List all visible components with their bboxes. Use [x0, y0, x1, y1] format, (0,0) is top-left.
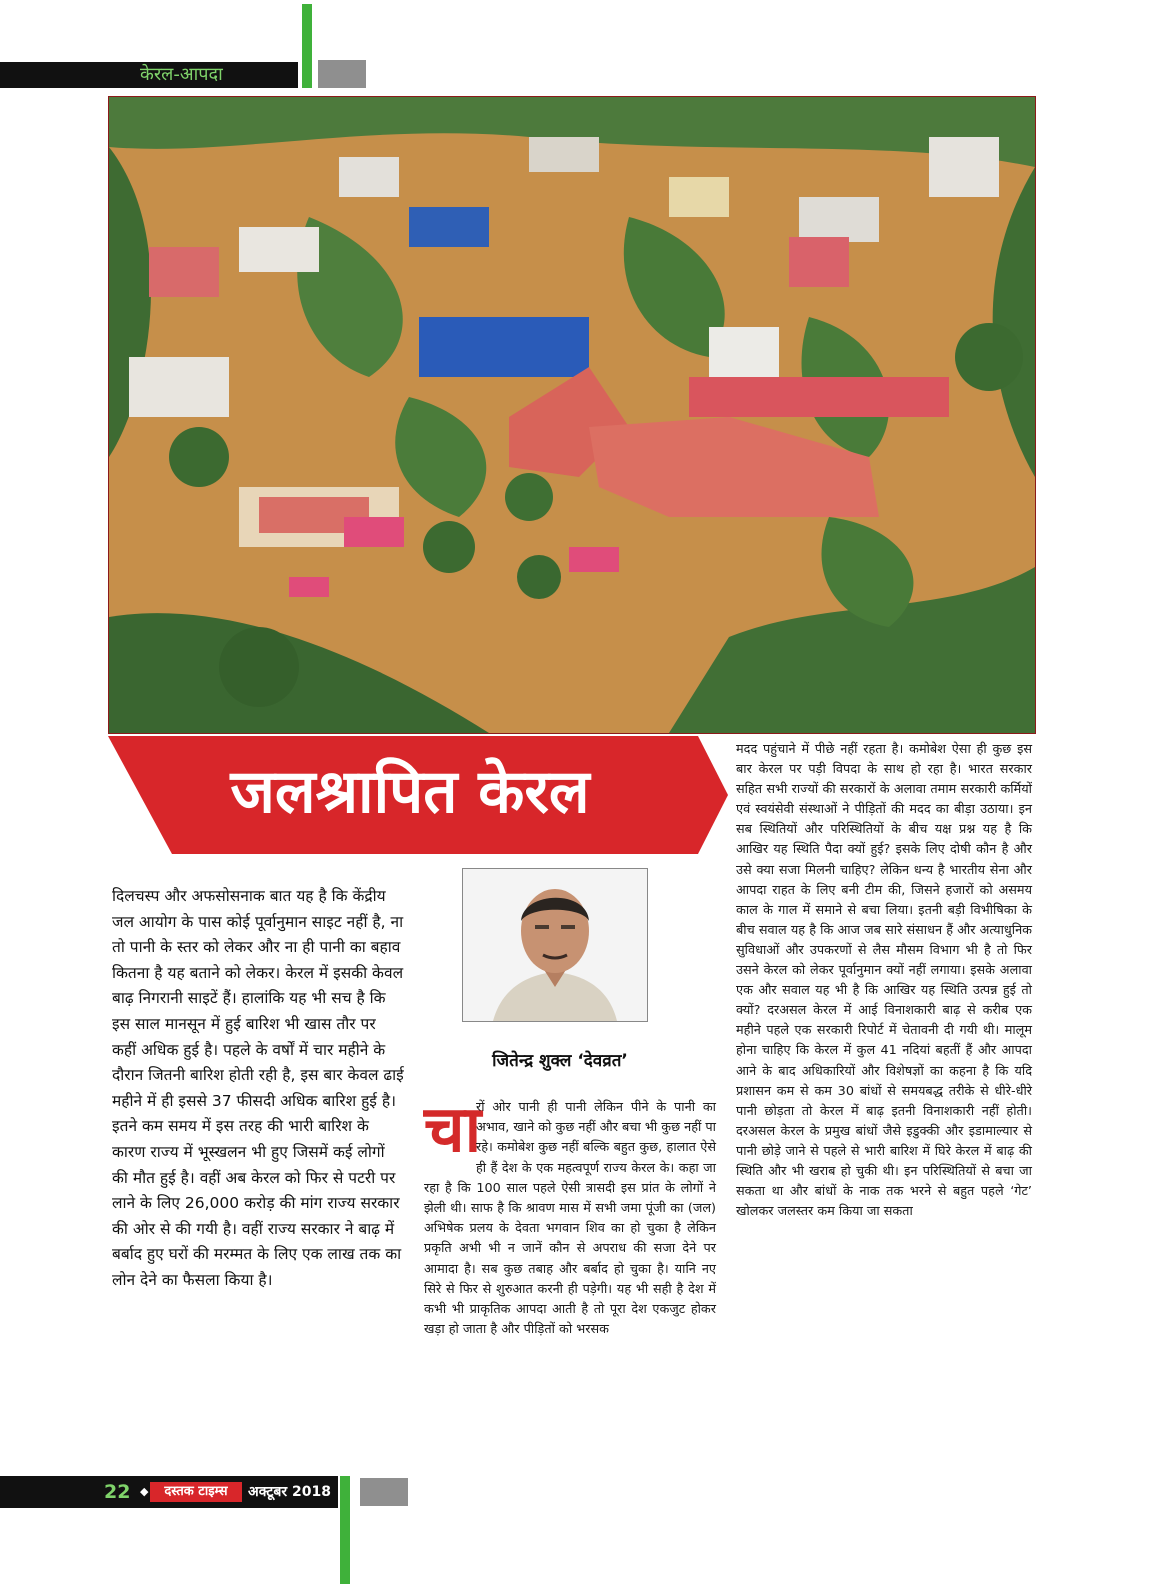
article-title: जलश्रापित केरल [230, 757, 590, 827]
lead-paragraph: दिलचस्प और अफसोसनाक बात यह है कि केंद्रीय जल आयोग के पास कोई पूर्वानुमान साइट नहीं है, ना तो पानी के स्तर को लेकर और ना ही पानी का बहाव कितना है यह बताने को लेकर। केरल में इसकी केवल बाढ़ निगरानी साइटें हैं। हालांकि यह भी सच है कि इस साल मानसून में हुई बारिश भी खास तौर पर कहीं अधिक हुई है। पहले के वर्षों में चार महीने के दौरान जितनी बारिश होती रही है, इस बार केवल ढाई महीने में ही इससे 37 फीसदी अधिक बारिश हुई है। इतने कम समय में इस तरह की भारी बारिश के कारण राज्य में भूस्खलन भी हुए जिसमें कई लोगों की मौत हुई है। वहीं अब केरल को फिर से पटरी पर लाने के लिए 26,000 करोड़ की मांग राज्य सरकार की ओर से की गयी है। वहीं राज्य सरकार ने बाढ़ में बर्बाद हुए घरों की मरम्मत के लिए एक लाख तक का लोन देने का फैसला किया है। [112, 887, 404, 1289]
author-name: जितेन्द्र शुक्ल ‘देवव्रत’ [492, 1051, 628, 1071]
section-label: केरल-आपदा [140, 64, 223, 85]
drop-cap-spacer [424, 1093, 482, 1174]
page-number: 22 [104, 1481, 131, 1503]
footer-bullet: ◆ [140, 1485, 149, 1498]
flood-aerial-photo [108, 96, 1036, 734]
footer-grey-block [360, 1478, 408, 1506]
header-green-rule [302, 4, 312, 88]
magazine-name: दस्तक टाइम्स [164, 1484, 228, 1499]
body-column-middle [424, 1093, 716, 1458]
body-column-right: मदद पहुंचाने में पीछे नहीं रहता है। कमोबेश ऐसा ही कुछ इस बार केरल पर पड़ी विपदा के साथ हो रहा है। भारत सरकार सहित सभी राज्यों की सरकारों के अलावा तमाम सरकारी कर्मियों एवं स्वयंसेवी संस्थाओं ने पीड़ितों की मदद का बीड़ा उठाया। इन सब स्थितियों और परिस्थितियों के बीच यक्ष प्रश्न यह है कि आखिर यह स्थिति पैदा क्यों हुई? इसके लिए दोषी कौन है और उसे क्या सजा मिलनी चाहिए? लेकिन धन्य है भारतीय सेना और आपदा राहत के लिए बनी टीम की, जिसने हजारों को असमय काल के गाल में समाने से बचा लिया। इतनी बड़ी विभीषिका के बीच सवाल यह है कि आज जब सारे संसाधन हैं और अत्याधुनिक सुविधाओं और उपकरणों से लैस मौसम विभाग भी है तो फिर उसने केरल को लेकर पूर्वानुमान क्यों नहीं लगाया। इसके अलावा एक और सवाल यह भी है कि आखिर यह स्थिति उत्पन्न हुई तो क्यों? दरअसल केरल में आई विनाशकारी बाढ़ से करीब एक महीने पहले एक सरकारी रिपोर्ट में चेतावनी दी गयी थी। मालूम होना चाहिए कि केरल में कुल 41 नदियां बहतीं हैं और आपदा आने के बाद अधिकारियों और विशेषज्ञों का कहना है कि यदि प्रशासन कम से कम 30 बांधों से समयबद्ध तरीके से धीरे-धीरे पानी छोड़ता तो केरल में बाढ़ इतनी विनाशकारी नहीं होती। दरअसल केरल के प्रमुख बांधों जैसे इडुक्की और इडामाल्यार से पानी छोड़े जाने से पहले से भारी बारिश में घिरे केरल में बाढ़ की स्थिति और भी खराब हो चुकी थी। इन परिस्थितियों से बचा जा सकता था और बांधों के नाक तक भरने से बहुत पहले ‘गेट’ खोलकर जलस्तर कम किया जा सकता [736, 742, 1032, 1220]
issue-date: अक्टूबर 2018 [248, 1484, 331, 1500]
body-text-middle: रों ओर पानी ही पानी लेकिन पीने के पानी का अभाव, खाने को कुछ नहीं और बचा भी कुछ नहीं पा रहे। कमोबेश कुछ नहीं बल्कि बहुत कुछ, हालात ऐसे ही हैं देश के एक महत्वपूर्ण राज्य केरल के। कहा जा रहा है कि 100 साल पहले ऐसी त्रासदी इस प्रांत के लोगों ने झेली थी। साफ है कि श्रावण मास में सभी जमा पूंजी का (जल) अभिषेक प्रलय के देवता भगवान शिव का हो चुका है लेकिन प्रकृति अभी भी न जानें कौन से अपराध की सजा देने पर आमादा है। सब कुछ तबाह और बर्बाद हो चुका है। यानि नए सिरे से फिर से शुरुआत करनी ही पड़ेगी। यह भी सही है देश में कभी भी प्राकृतिक आपदा आती है तो पूरा देश एकजुट होकर खड़ा हो जाता है और पीड़ितों को भरसक [424, 1100, 716, 1338]
footer-green-rule [340, 1476, 350, 1584]
drop-cap: चा [424, 1093, 482, 1167]
author-photo [462, 868, 648, 1022]
header-grey-block [318, 60, 366, 88]
